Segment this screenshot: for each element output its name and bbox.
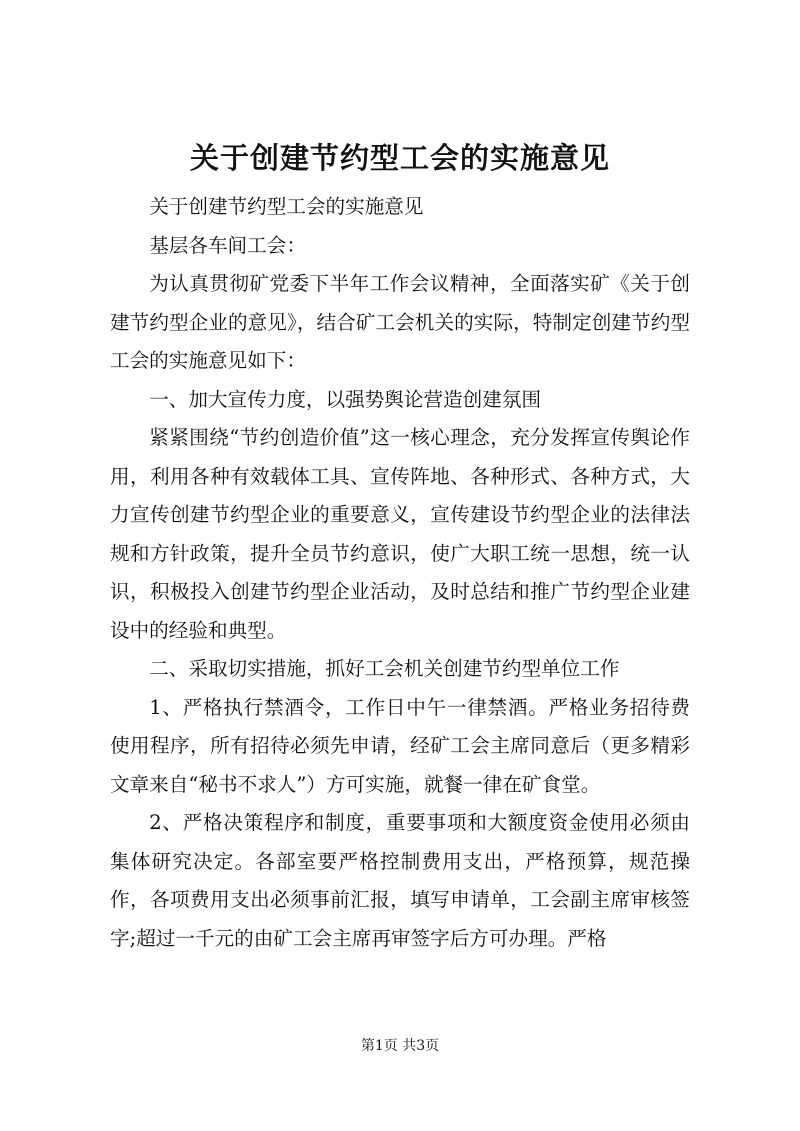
document-body [110,188,690,958]
paragraph-section-1: 紧紧围绕“节约创造价值”这一核心理念，充分发挥宣传舆论作用，利用各种有效载体工具、宣传阵地、各种形式、各种方式，大力宣传创建节约型企业的重要意义，宣传建设节约型企业的法律法规和方针政策，提升全员节约意识，使广大职工统一思想，统一认识，积极投入创建节约型企业活动，及时总结和推广节约型企业建设中的经验和典型。 [110,426,690,642]
section-heading-2: 二、采取切实措施，抓好工会机关创建节约型单位工作 [149,657,620,680]
paragraph-intro: 为认真贯彻矿党委下半年工作会议精神，全面落实矿《关于创建节约型企业的意见》，结合矿工会机关的实际，特制定创建节约型工会的实施意见如下： [110,272,690,372]
paragraph-subtitle: 关于创建节约型工会的实施意见 [149,195,424,218]
paragraph-salutation: 基层各车间工会： [149,233,306,257]
page-footer: 第1页 共3页 [360,1038,440,1054]
paragraph-item-1: 1、严格执行禁酒令，工作日中午一律禁酒。严格业务招待费使用程序，所有招待必须先申请，经矿工会主席同意后（更多精彩文章来自“秘书不求人”）方可实施，就餐一律在矿食堂。 [110,695,690,796]
paragraph-item-2: 2、严格决策程序和制度，重要事项和大额度资金使用必须由集体研究决定。各部室要严格控制费用支出，严格预算，规范操作，各项费用支出必须事前汇报，填写申请单，工会副主席审核签字;超过一千元的由矿工会主席再审签字后方可办理。严格 [110,811,690,950]
section-heading-1: 一、加大宣传力度，以强势舆论营造创建氛围 [149,387,542,411]
document-title: 关于创建节约型工会的实施意见 [189,141,610,175]
